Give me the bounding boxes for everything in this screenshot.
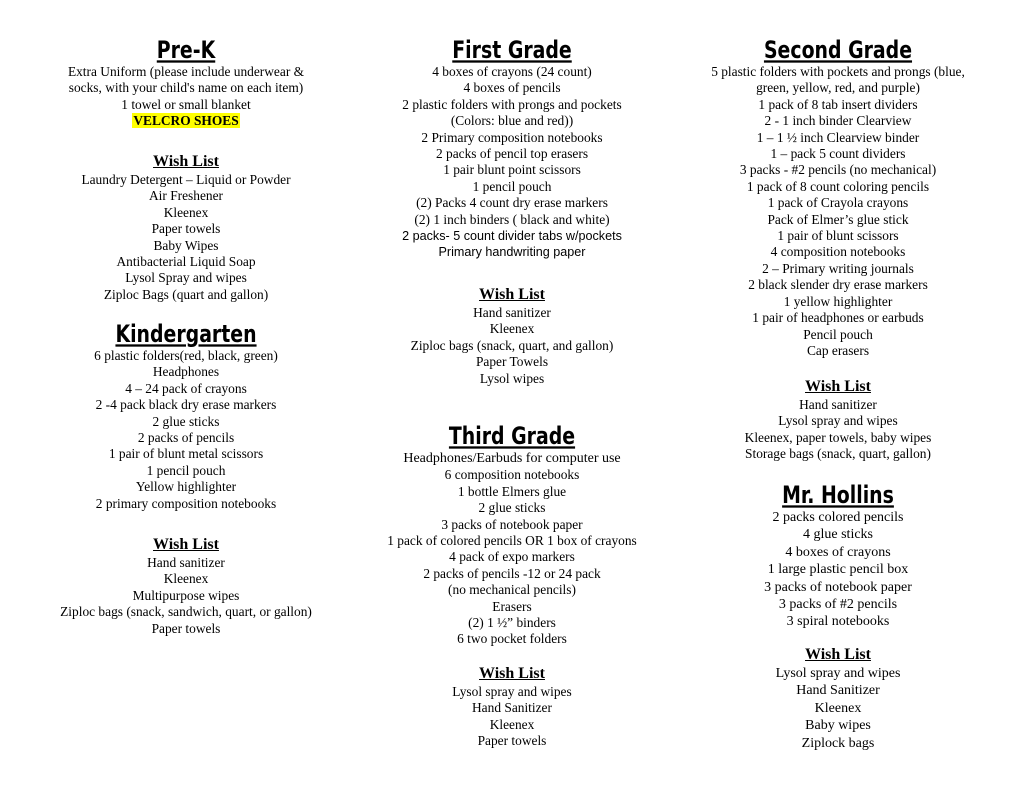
list-item: 2 primary composition notebooks [95, 495, 277, 511]
section-prek [20, 38, 352, 130]
list-item: Air Freshener [149, 188, 223, 204]
list-item: Multipurpose wipes [132, 587, 240, 603]
list-item: 2 black slender dry erase markers [748, 277, 928, 293]
list-item: Hand sanitizer [147, 555, 225, 570]
list-item: Paper towels [477, 733, 547, 749]
list-item: 1 pack of colored pencils OR 1 box of crayons [387, 533, 637, 549]
list-item: 4 composition notebooks [770, 244, 906, 260]
list-item: 2 packs of pencils -12 or 24 pack [423, 565, 601, 581]
list-item: (2) 1 inch binders ( black and white) [414, 211, 610, 227]
list-item: Ziploc bags (snack, quart, and gallon) [410, 337, 614, 353]
list-item: Lysol spray and wipes [778, 413, 898, 429]
list-item: Lysol spray and wipes [775, 666, 901, 681]
list-item: 2 glue sticks [152, 413, 220, 429]
list-item: 2 packs- 5 count divider tabs w/pockets [402, 229, 622, 244]
wish-items [20, 555, 352, 637]
list-item: 1 pair of blunt scissors [777, 228, 899, 244]
supply-list [352, 64, 672, 228]
list-item: Pencil pouch [803, 326, 873, 342]
list-item: Lysol wipes [479, 370, 545, 386]
wish-items [352, 684, 672, 750]
section-kindergarten [20, 322, 352, 512]
list-item: 2 -4 pack black dry erase markers [95, 397, 277, 413]
list-item: 2 packs colored pencils [772, 510, 904, 525]
list-item: 3 packs of #2 pencils [778, 597, 898, 613]
list-item: 3 packs of notebook paper [764, 579, 912, 595]
wish-list-third-grade [352, 665, 672, 750]
wish-list-title: Wish List [479, 286, 545, 303]
wish-items [352, 305, 672, 387]
list-item: 4 boxes of pencils [463, 80, 561, 96]
list-item: Baby wipes [805, 718, 871, 734]
list-item: Kleenex [489, 321, 535, 337]
list-item: 1 pack of Crayola crayons [767, 195, 909, 211]
supply-list [672, 64, 1004, 359]
list-item: 1 – 1 ½ inch Clearview binder [756, 129, 920, 145]
wish-list-title: Wish List [479, 665, 545, 682]
list-item: Hand sanitizer [473, 305, 551, 320]
list-item: Headphones [152, 364, 220, 380]
wish-list-title: Wish List [153, 153, 219, 170]
list-item: Antibacterial Liquid Soap [116, 254, 256, 270]
list-item: Headphones/Earbuds for computer use [403, 451, 621, 466]
list-item: 2 packs of pencils [137, 430, 235, 446]
section-mr-hollins [672, 483, 1004, 631]
section-third-grade [352, 424, 672, 648]
list-item: green, yellow, red, and purple) [756, 80, 920, 96]
list-item: Hand sanitizer [799, 397, 877, 412]
list-item: Hand Sanitizer [796, 683, 880, 699]
wish-items [672, 397, 1004, 463]
list-item: 1 yellow highlighter [783, 293, 893, 309]
list-item: 1 pencil pouch [146, 462, 226, 478]
list-item: Paper towels [151, 221, 221, 237]
section-second-grade [672, 38, 1004, 359]
list-item: 4 pack of expo markers [449, 549, 575, 565]
list-item: Lysol spray and wipes [452, 684, 572, 699]
list-item: Laundry Detergent – Liquid or Powder [81, 172, 291, 187]
list-item: 1 pack of 8 tab insert dividers [758, 96, 918, 112]
list-item: socks, with your child's name on each item) [68, 80, 304, 96]
list-item: Erasers [492, 598, 532, 614]
section-title: First Grade [452, 36, 572, 64]
list-item: 2 - 1 inch binder Clearview [764, 113, 912, 129]
list-item: 1 – pack 5 count dividers [770, 146, 906, 162]
list-item: 6 plastic folders(red, black, green) [94, 348, 278, 363]
list-item: 4 – 24 pack of crayons [125, 380, 247, 396]
section-title: Third Grade [448, 422, 576, 450]
list-item: Cap erasers [806, 342, 870, 358]
list-item: 4 boxes of crayons (24 count) [432, 64, 592, 79]
list-item: 3 packs of notebook paper [441, 516, 583, 532]
list-item: 1 pair of headphones or earbuds [752, 310, 924, 326]
list-item: 1 pencil pouch [472, 178, 552, 194]
list-item: Paper Towels [475, 354, 549, 370]
wish-list-second-grade [672, 378, 1004, 463]
highlighted-item: VELCRO SHOES [133, 113, 239, 129]
list-item: 1 towel or small blanket [121, 96, 251, 112]
list-item: 3 packs - #2 pencils (no mechanical) [739, 162, 937, 178]
list-item: Paper towels [151, 620, 221, 636]
list-item: 6 composition notebooks [444, 467, 580, 483]
list-item: Primary handwriting paper [438, 245, 586, 260]
list-item: Kleenex [489, 716, 535, 732]
list-item: 1 pair of blunt metal scissors [108, 446, 264, 462]
wish-list-title: Wish List [805, 378, 871, 395]
list-item: Lysol Spray and wipes [125, 270, 247, 286]
list-item: 2 packs of pencil top erasers [435, 146, 589, 162]
list-item: Ziplock bags [801, 735, 875, 751]
list-item: 6 two pocket folders [457, 631, 567, 647]
wish-list-title: Wish List [805, 646, 871, 663]
section-title: Pre-K [156, 36, 216, 64]
list-item: 2 – Primary writing journals [762, 260, 914, 276]
list-item: 4 glue sticks [803, 527, 873, 543]
list-item: Yellow highlighter [135, 479, 237, 495]
list-item: Kleenex [163, 204, 209, 220]
wish-list-first-grade [352, 286, 672, 387]
supply-list [672, 509, 1004, 631]
section-first-grade [352, 38, 672, 261]
list-item: 1 large plastic pencil box [767, 562, 909, 578]
list-item: 1 bottle Elmers glue [457, 483, 567, 499]
section-title: Kindergarten [115, 320, 257, 348]
list-item: 1 pair blunt point scissors [443, 162, 581, 178]
wish-items [672, 665, 1004, 752]
list-item: Extra Uniform (please include underwear & [67, 64, 305, 79]
list-item: (no mechanical pencils) [448, 582, 576, 598]
supply-list [352, 450, 672, 648]
section-title: Mr. Hollins [782, 481, 894, 509]
list-item: Baby Wipes [153, 237, 219, 253]
list-item: Kleenex [163, 571, 209, 587]
wish-list-kindergarten [20, 536, 352, 637]
list-item: Hand Sanitizer [472, 700, 552, 716]
wish-list-title: Wish List [153, 536, 219, 553]
list-item: Storage bags (snack, quart, gallon) [745, 446, 931, 462]
list-item: Ziploc Bags (quart and gallon) [103, 286, 269, 302]
list-item: Kleenex, paper towels, baby wipes [744, 429, 932, 445]
list-item: Ziploc bags (snack, sandwich, quart, or gallon) [60, 604, 312, 620]
supply-list [20, 348, 352, 512]
list-item: 2 plastic folders with prongs and pockets [402, 96, 622, 112]
list-item: 4 boxes of crayons [785, 544, 891, 560]
list-item: (2) Packs 4 count dry erase markers [416, 195, 608, 211]
list-item: Kleenex [814, 700, 862, 716]
list-item: 2 glue sticks [478, 500, 546, 516]
list-item: 2 Primary composition notebooks [421, 129, 603, 145]
wish-list-mr-hollins [672, 646, 1004, 752]
supply-list-sans [352, 228, 672, 261]
supply-list [20, 64, 352, 113]
list-item: 1 pack of 8 count coloring pencils [746, 178, 930, 194]
list-item: 5 plastic folders with pockets and prongs (blue, [711, 64, 965, 79]
list-item: 3 spiral notebooks [786, 614, 890, 630]
list-item: (Colors: blue and red)) [450, 113, 574, 129]
wish-items [20, 172, 352, 303]
section-title: Second Grade [763, 36, 913, 64]
list-item: Pack of Elmer’s glue stick [767, 211, 909, 227]
wish-list-prek [20, 153, 352, 303]
list-item: (2) 1 ½” binders [468, 615, 556, 631]
